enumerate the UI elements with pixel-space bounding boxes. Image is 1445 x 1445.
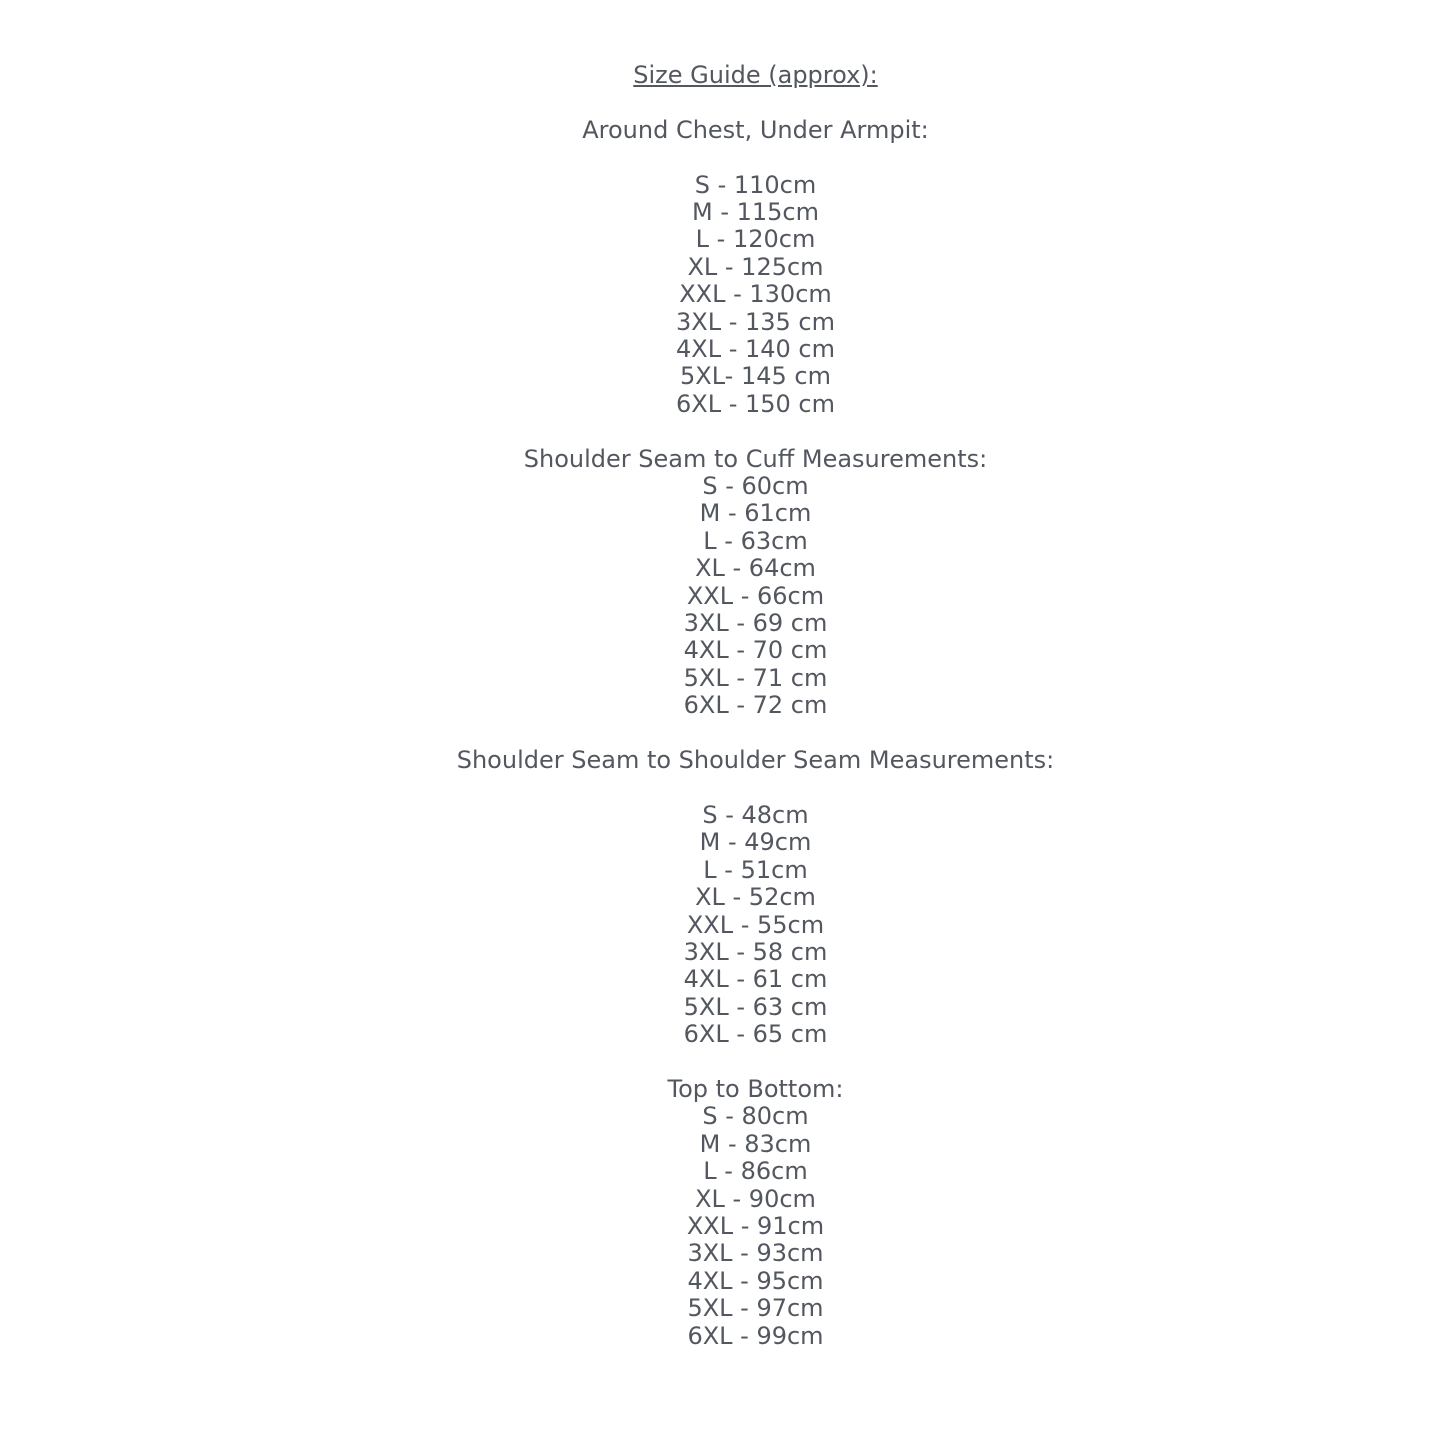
size-row: XL - 90cm — [695, 1184, 816, 1213]
spacer — [66, 144, 1445, 171]
section-heading-shoulder: Shoulder Seam to Shoulder Seam Measurements: — [456, 746, 1055, 775]
size-row: 4XL - 95cm — [687, 1266, 824, 1295]
spacer — [66, 720, 1445, 747]
size-row: S - 110cm — [694, 170, 817, 199]
size-row: 3XL - 58 cm — [683, 937, 828, 966]
size-row: 6XL - 72 cm — [683, 691, 828, 720]
size-row: 5XL- 145 cm — [680, 362, 831, 391]
section-heading-top-to-bottom: Top to Bottom: — [667, 1074, 844, 1103]
section-heading-chest: Around Chest, Under Armpit: — [582, 115, 929, 144]
size-row: XL - 125cm — [687, 252, 824, 281]
size-guide-title: Size Guide (approx): — [633, 61, 878, 89]
size-row: XXL - 66cm — [686, 581, 825, 610]
spacer — [66, 418, 1445, 445]
section-heading-cuff: Shoulder Seam to Cuff Measurements: — [523, 444, 988, 473]
size-row: S - 48cm — [702, 800, 809, 829]
size-row: L - 86cm — [703, 1157, 808, 1186]
size-row: L - 120cm — [695, 225, 816, 254]
size-row: L - 63cm — [703, 526, 808, 555]
size-row: XXL - 130cm — [679, 280, 832, 309]
size-row: L - 51cm — [703, 855, 808, 884]
size-row: XL - 64cm — [695, 554, 816, 583]
size-row: 4XL - 70 cm — [683, 636, 828, 665]
spacer — [66, 1049, 1445, 1076]
size-row: M - 115cm — [691, 198, 819, 226]
size-row: S - 80cm — [702, 1102, 809, 1131]
size-row: 4XL - 61 cm — [683, 965, 828, 994]
size-row: 5XL - 63 cm — [683, 992, 828, 1021]
size-row: XXL - 91cm — [686, 1211, 825, 1240]
spacer — [66, 89, 1445, 116]
spacer — [66, 775, 1445, 802]
size-row: XXL - 55cm — [686, 910, 825, 939]
size-row: 6XL - 99cm — [687, 1321, 824, 1350]
size-row: S - 60cm — [702, 472, 809, 501]
size-row: 5XL - 71 cm — [683, 663, 828, 692]
size-row: M - 61cm — [699, 499, 812, 528]
size-row: M - 83cm — [699, 1129, 812, 1158]
size-row: 4XL - 140 cm — [675, 335, 835, 364]
size-row: XL - 52cm — [695, 883, 816, 912]
size-row: 3XL - 93cm — [687, 1239, 824, 1268]
size-row: 6XL - 150 cm — [675, 389, 835, 418]
size-row: 5XL - 97cm — [687, 1294, 824, 1323]
size-row: M - 49cm — [699, 828, 812, 857]
size-row: 3XL - 69 cm — [683, 609, 828, 638]
size-row: 6XL - 65 cm — [683, 1020, 828, 1049]
size-row: 3XL - 135 cm — [675, 307, 835, 336]
